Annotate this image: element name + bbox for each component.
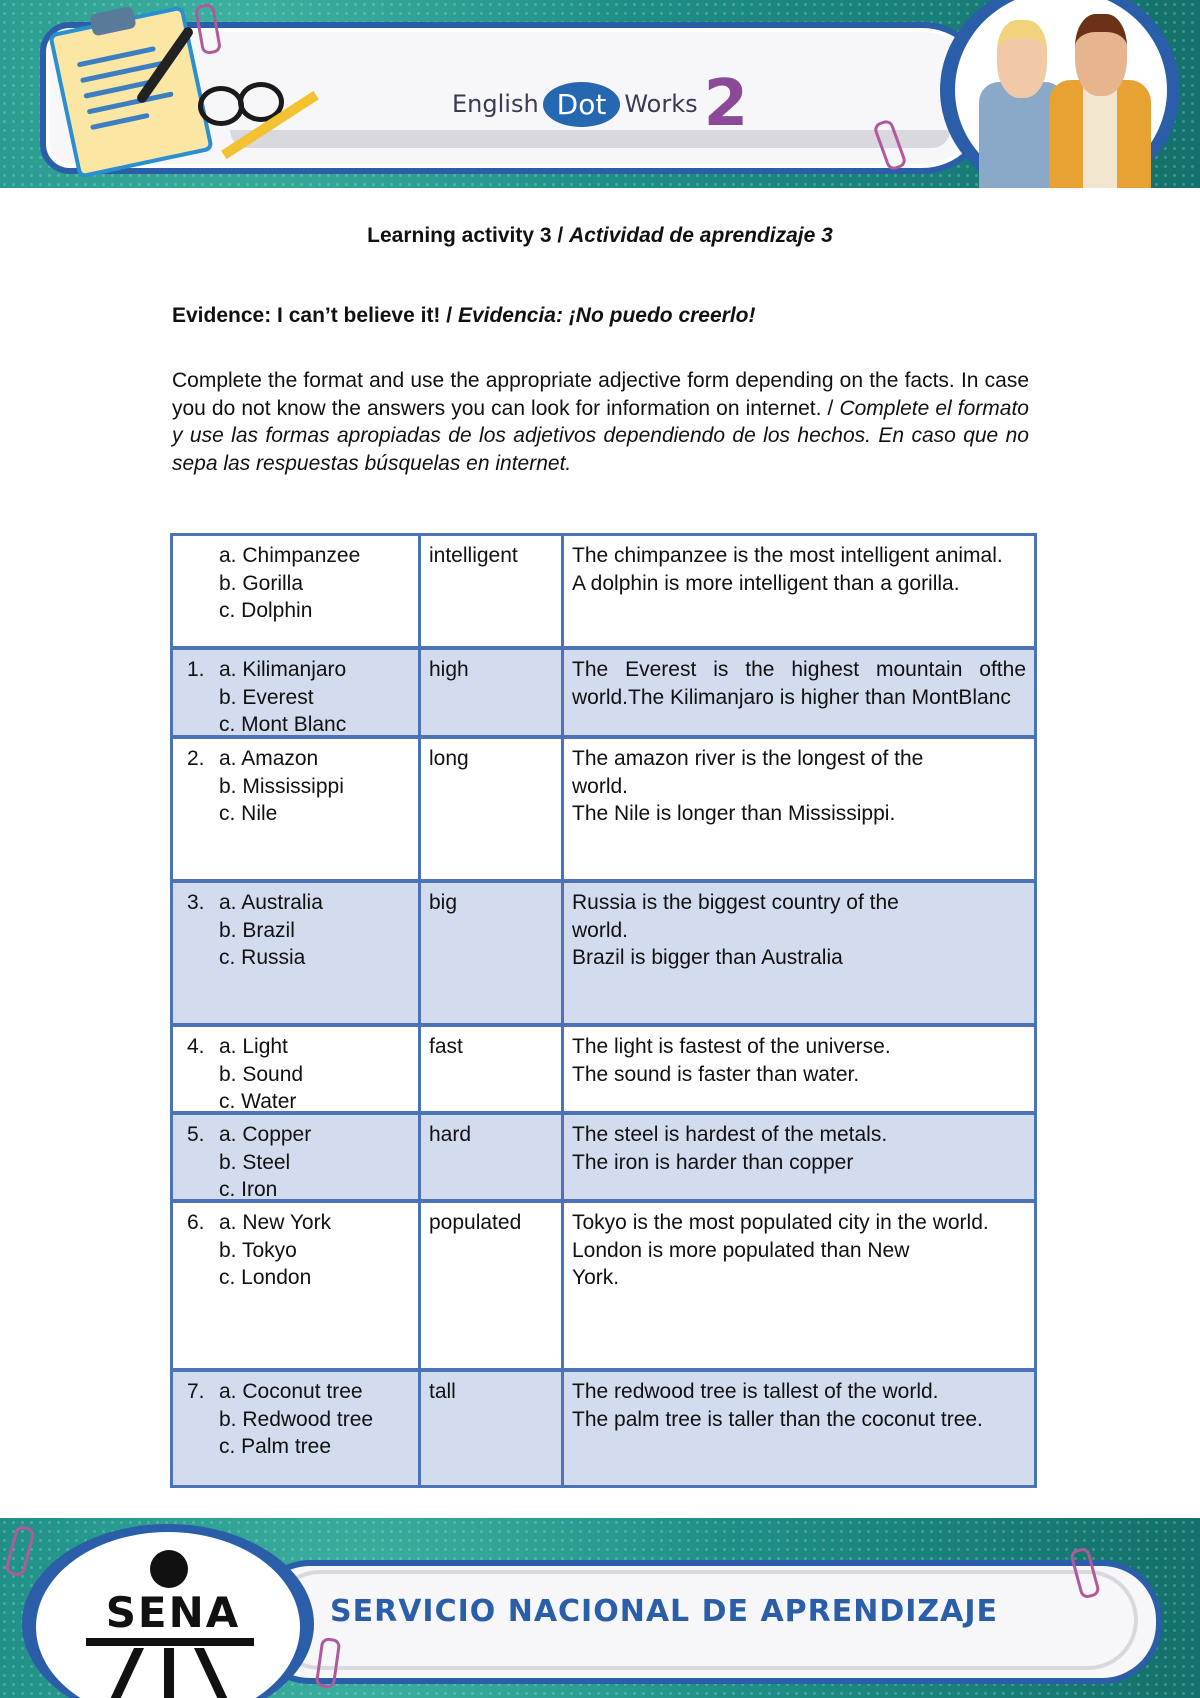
evidence-english: Evidence: I can’t believe it! / xyxy=(172,304,458,327)
option-c: c. Palm tree xyxy=(219,1435,332,1458)
adjective-cell: fast xyxy=(421,1027,561,1111)
item-number: 6. xyxy=(187,1211,205,1234)
option-a: a. Kilimanjaro xyxy=(219,658,347,681)
item-number: 7. xyxy=(187,1380,205,1403)
answer-cell xyxy=(564,739,1034,879)
option-c: c. London xyxy=(219,1266,312,1289)
options-cell xyxy=(173,1372,418,1485)
option-a: a. Australia xyxy=(219,891,323,914)
options-cell xyxy=(173,739,418,879)
adjective-cell: populated xyxy=(421,1203,561,1368)
answer-sentence: York. xyxy=(572,1266,620,1289)
answer-sentence: The palm tree is taller than the coconut tree. xyxy=(572,1407,983,1431)
options-cell xyxy=(173,1203,418,1368)
option-b: b. Mississippi xyxy=(219,774,344,798)
option-a: a. Coconut tree xyxy=(219,1380,363,1403)
answer-sentence: The steel is hardest of the metals. xyxy=(572,1123,888,1146)
header-banner xyxy=(0,0,1200,188)
item-number: 4. xyxy=(187,1035,205,1058)
title-english: Learning activity 3 / xyxy=(367,224,570,247)
answer-cell xyxy=(564,883,1034,1023)
answer-sentence: Russia is the biggest country of the xyxy=(572,891,899,914)
options-cell xyxy=(173,1115,418,1199)
page-title xyxy=(0,224,1200,248)
banner-ribbon-shadow xyxy=(230,130,950,148)
adjective-cell: big xyxy=(421,883,561,1023)
option-b: b. Tokyo xyxy=(219,1238,297,1262)
option-a: a. New York xyxy=(219,1211,332,1234)
answer-sentence: The sound is faster than water. xyxy=(572,1062,860,1086)
option-a: a. Light xyxy=(219,1035,288,1058)
answer-sentence: The chimpanzee is the most intelligent animal. xyxy=(572,544,1003,567)
answer-cell xyxy=(564,1372,1034,1485)
option-b: b. Gorilla xyxy=(219,571,304,595)
evidence-heading xyxy=(172,304,756,328)
sena-logo-head xyxy=(150,1550,188,1588)
answer-sentence: The redwood tree is tallest of the world. xyxy=(572,1380,939,1403)
instructions-english: Complete the format and use the appropriate adjective form depending on the facts. In case you do not know the answers you can look for information on internet. / xyxy=(172,369,1029,420)
option-a: a. Chimpanzee xyxy=(219,544,361,567)
answer-sentence: The iron is harder than copper xyxy=(572,1150,854,1174)
option-b: b. Redwood tree xyxy=(219,1407,374,1431)
glasses-icon xyxy=(198,82,278,126)
logo-word-works: Works xyxy=(624,90,698,118)
answer-sentence: A dolphin is more intelligent than a gorilla. xyxy=(572,571,960,595)
answer-sentence: world. xyxy=(572,774,629,798)
sena-logo-leg xyxy=(164,1648,174,1698)
option-c: c. Mont Blanc xyxy=(219,713,347,736)
adjective-cell: intelligent xyxy=(421,536,561,646)
institution-name: SERVICIO NACIONAL DE APRENDIZAJE xyxy=(330,1594,999,1629)
answer-sentence: The Everest is the highest mountain ofthe world.The Kilimanjaro is higher than MontBlanc xyxy=(572,658,1026,709)
answer-sentence: The light is fastest of the universe. xyxy=(572,1035,891,1058)
options-cell xyxy=(173,1027,418,1111)
answer-sentence: world. xyxy=(572,918,629,942)
adjective-cell: tall xyxy=(421,1372,561,1485)
adjective-cell: high xyxy=(421,650,561,735)
option-a: a. Amazon xyxy=(219,747,319,770)
answer-sentence: Tokyo is the most populated city in the world. xyxy=(572,1211,989,1234)
option-c: c. Nile xyxy=(219,802,278,825)
instructions-paragraph xyxy=(172,367,1029,477)
adjective-cell: hard xyxy=(421,1115,561,1199)
item-number: 1. xyxy=(187,658,205,681)
option-b: b. Steel xyxy=(219,1150,291,1174)
item-number: 3. xyxy=(187,891,205,914)
option-b: b. Brazil xyxy=(219,918,295,942)
answer-cell xyxy=(564,1027,1034,1111)
option-b: b. Everest xyxy=(219,685,314,709)
answer-sentence: The amazon river is the longest of the xyxy=(572,747,924,770)
adjective-cell: long xyxy=(421,739,561,879)
options-cell xyxy=(173,883,418,1023)
answer-sentence: London is more populated than New xyxy=(572,1238,910,1262)
option-c: c. Russia xyxy=(219,946,306,969)
title-spanish: Actividad de aprendizaje 3 xyxy=(569,224,833,247)
sena-logo-leg xyxy=(106,1648,144,1698)
sena-wordmark: SENA xyxy=(105,1588,241,1637)
option-c: c. Dolphin xyxy=(219,599,313,622)
answer-cell xyxy=(564,650,1034,735)
item-number: 2. xyxy=(187,747,205,770)
sena-logo-leg xyxy=(194,1648,232,1698)
answer-sentence: Brazil is bigger than Australia xyxy=(572,946,843,969)
options-cell xyxy=(173,536,418,646)
sena-logo xyxy=(80,1532,260,1698)
activity-table xyxy=(170,533,1037,1488)
options-cell xyxy=(173,650,418,735)
item-number: 5. xyxy=(187,1123,205,1146)
option-c: c. Water xyxy=(219,1090,297,1113)
answer-cell xyxy=(564,1203,1034,1368)
english-dot-works-logo xyxy=(452,67,749,141)
item-number xyxy=(181,542,219,570)
evidence-spanish: Evidencia: ¡No puedo creerlo! xyxy=(457,304,756,327)
logo-word-dot: Dot xyxy=(543,82,621,127)
option-a: a. Copper xyxy=(219,1123,312,1146)
footer-banner xyxy=(0,1518,1200,1698)
logo-number: 2 xyxy=(703,67,749,141)
answer-cell xyxy=(564,1115,1034,1199)
student-illustration-backpack xyxy=(1045,14,1155,188)
option-b: b. Sound xyxy=(219,1062,304,1086)
answer-sentence: The Nile is longer than Mississippi. xyxy=(572,802,896,825)
option-c: c. Iron xyxy=(219,1178,278,1201)
logo-word-english: English xyxy=(452,90,539,118)
sena-logo-bar xyxy=(86,1638,254,1646)
clipboard-line xyxy=(90,113,150,130)
instructions-spanish: Complete el formato y use las formas apropiadas de los adjetivos dependiendo de los hechos. En caso que no sepa las respuestas búsquelas en internet. xyxy=(172,396,1029,475)
answer-cell xyxy=(564,536,1034,646)
